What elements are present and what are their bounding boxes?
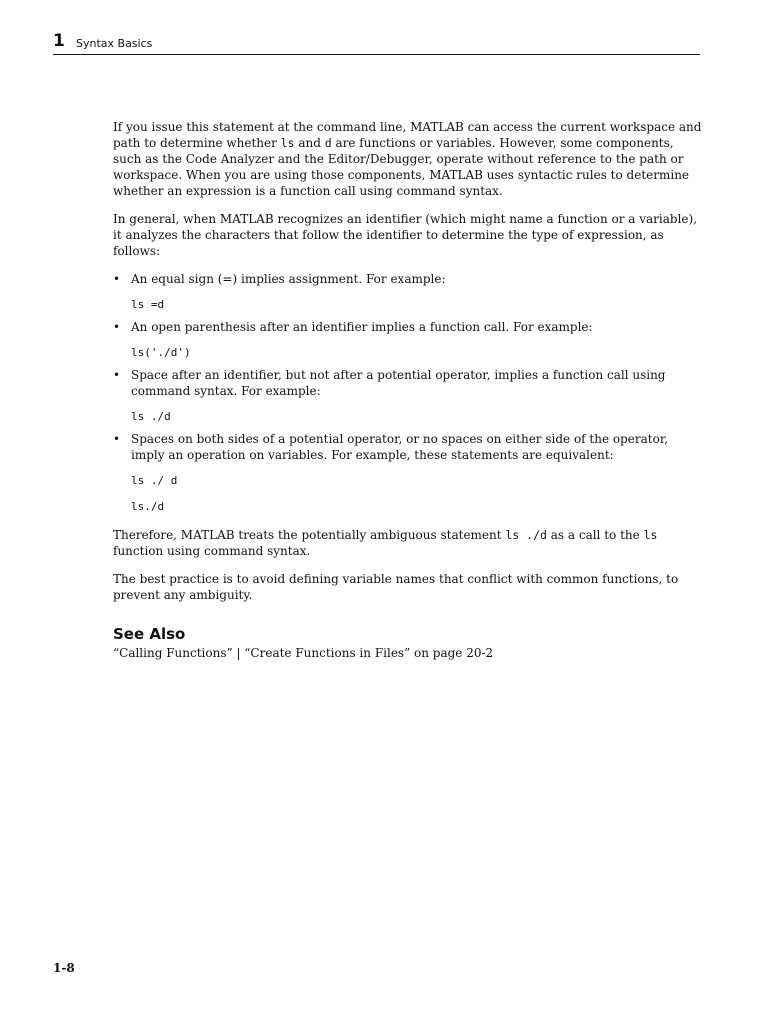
inline-code-ls: ls bbox=[643, 528, 658, 542]
paragraph-text: are functions or variables. However, some components, such as the Code Analyzer and the Editor/Debugger, operate without reference to the path or workspace. When you are using those components, MATLAB uses syntactic rules to determine whether an expression is a function call using command syntax. bbox=[113, 136, 690, 198]
list-item-command-syntax bbox=[113, 367, 703, 425]
list-item-text: An equal sign (=) implies assignment. For example: bbox=[131, 272, 446, 286]
list-item-function-call bbox=[113, 319, 703, 361]
list-item-text: Spaces on both sides of a potential operator, or no spaces on either side of the operator, imply an operation on variables. For example, these statements are equivalent: bbox=[131, 432, 669, 462]
bullet-icon: • bbox=[113, 272, 121, 286]
paragraph-ambiguous-statement bbox=[113, 527, 703, 559]
running-header bbox=[53, 33, 700, 55]
chapter-title: Syntax Basics bbox=[76, 37, 153, 50]
syntax-rules-list bbox=[113, 271, 703, 515]
main-content bbox=[113, 119, 703, 661]
bullet-icon: • bbox=[113, 432, 121, 446]
paragraph-text: and bbox=[294, 136, 325, 150]
paragraph-workspace bbox=[113, 119, 703, 199]
list-item-operation bbox=[113, 431, 703, 515]
see-also-links bbox=[113, 645, 703, 661]
code-example: ls('./d') bbox=[131, 346, 191, 359]
code-example: ls ./ d bbox=[131, 474, 178, 487]
paragraph-text: as a call to the bbox=[546, 528, 644, 542]
bullet-icon: • bbox=[113, 368, 121, 382]
chapter-number: 1 bbox=[53, 31, 65, 51]
see-also-heading: See Also bbox=[113, 625, 186, 643]
inline-code-statement: ls ./d bbox=[505, 528, 547, 542]
link-separator: | bbox=[232, 646, 245, 660]
link-create-functions[interactable]: “Create Functions in Files” on page 20-2 bbox=[244, 646, 494, 660]
paragraph-identifier-rules: In general, when MATLAB recognizes an identifier (which might name a function or a variable), it analyzes the characters that follow the identifier to determine the type of expression, as follows: bbox=[113, 212, 698, 258]
inline-code-d: d bbox=[324, 136, 332, 150]
inline-code-ls: ls bbox=[280, 136, 295, 150]
list-item-text: Space after an identifier, but not after a potential operator, implies a function call using command syntax. For example: bbox=[131, 368, 666, 398]
bullet-icon: • bbox=[113, 320, 121, 334]
link-calling-functions[interactable]: “Calling Functions” bbox=[113, 646, 233, 660]
paragraph-text: If you issue this statement at the command line, MATLAB can access the current workspace and path to determine whether bbox=[113, 120, 702, 150]
code-example: ls ./d bbox=[131, 410, 171, 423]
paragraph-text: Therefore, MATLAB treats the potentially ambiguous statement bbox=[113, 528, 506, 542]
page-number: 1-8 bbox=[53, 961, 75, 975]
code-example: ls./d bbox=[131, 500, 165, 513]
paragraph-text: function using command syntax. bbox=[113, 544, 311, 558]
list-item-text: An open parenthesis after an identifier implies a function call. For example: bbox=[131, 320, 593, 334]
paragraph-best-practice: The best practice is to avoid defining variable names that conflict with common functions, to prevent any ambiguity. bbox=[113, 572, 679, 602]
code-example: ls =d bbox=[131, 298, 165, 311]
list-item-assignment bbox=[113, 271, 703, 313]
